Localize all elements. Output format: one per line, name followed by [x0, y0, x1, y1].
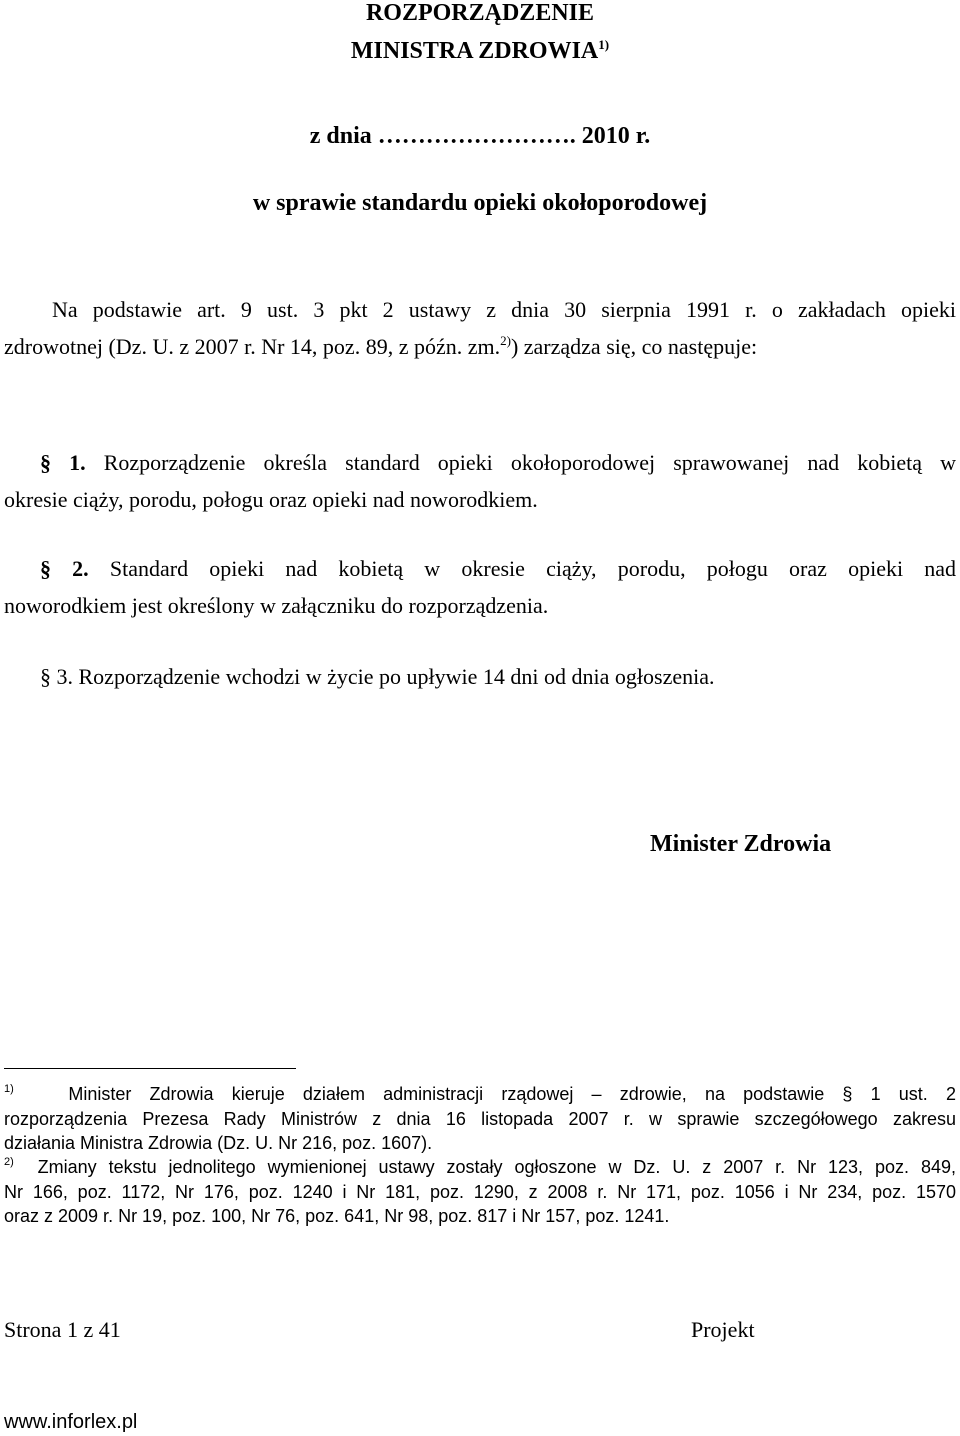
document-title-authority: [0, 38, 960, 64]
preamble-footnote-ref: 2): [500, 333, 511, 348]
website-link-text[interactable]: www.inforlex.pl: [4, 1411, 138, 1433]
section-1-marker: § 1.: [40, 450, 86, 475]
subject-line: [0, 190, 960, 216]
preamble-line-1: Na podstawie art. 9 ust. 3 pkt 2 ustawy z dnia 30 sierpnia 1991 r. o zakładach opieki: [52, 297, 956, 322]
section-1: [4, 444, 956, 518]
draft-status: [691, 1317, 755, 1343]
footnote-1-line-1-wrap: [4, 1084, 956, 1104]
preamble: [4, 291, 956, 365]
signature: [650, 830, 831, 858]
title-footnote-ref: 1): [598, 37, 610, 52]
preamble-line-2-text: zdrowotnej (Dz. U. z 2007 r. Nr 14, poz. 89, z późn. zm.: [4, 334, 501, 359]
footnote-2-line-2: Nr 166, poz. 1172, Nr 176, poz. 1240 i Nr 181, poz. 1290, z 2008 r. Nr 171, poz. 1056 i Nr 234, poz. 1570: [4, 1181, 956, 1202]
document-title: [0, 0, 960, 26]
preamble-line-2-end: ) zarządza się, co następuje:: [510, 334, 758, 359]
signature-text: Minister Zdrowia: [650, 831, 832, 857]
section-3-marker: § 3.: [40, 664, 73, 689]
section-2: [4, 550, 956, 624]
footnote-1-line-1: Minister Zdrowia kieruje działem administracji rządowej – zdrowie, na podstawie § 1 ust. 2: [68, 1084, 956, 1104]
footnote-1-line-2: rozporządzenia Prezesa Rady Ministrów z dnia 16 listopada 2007 r. w sprawie szczegółowego zakresu: [4, 1108, 956, 1129]
section-3-line-1: Rozporządzenie wchodzi w życie po upływie 14 dni od dnia ogłoszenia.: [78, 664, 715, 689]
page-number: [4, 1317, 121, 1343]
section-2-line-2: noworodkiem jest określony w załączniku do rozporządzenia.: [4, 593, 549, 618]
section-3: [4, 658, 956, 695]
footnote-2-line-1: Zmiany tekstu jednolitego wymienionej ustawy zostały ogłoszone w Dz. U. z 2007 r. Nr 123, poz. 849,: [37, 1157, 956, 1177]
page-number-text: Strona 1 z 41: [4, 1317, 121, 1342]
title-line-2: MINISTRA ZDROWIA: [350, 38, 599, 64]
footnote-2-line-3: oraz z 2009 r. Nr 19, poz. 100, Nr 76, poz. 641, Nr 98, poz. 817 i Nr 157, poz. 1241.: [4, 1206, 670, 1226]
section-1-line-1: Rozporządzenie określa standard opieki okołoporodowej sprawowanej nad kobietą w: [103, 450, 956, 475]
date-line: [0, 123, 960, 149]
footnote-2-line-1-wrap: [4, 1157, 956, 1177]
section-2-marker: § 2.: [40, 556, 89, 581]
title-line-1: ROZPORZĄDZENIE: [365, 0, 595, 26]
footnote-2: [4, 1155, 956, 1229]
footnote-1: [4, 1082, 956, 1156]
footnote-2-marker: 2): [4, 1156, 14, 1168]
subject-text: w sprawie standardu opieki okołoporodowej: [252, 190, 708, 216]
website-link[interactable]: [4, 1410, 137, 1434]
footnote-1-marker: 1): [4, 1083, 14, 1095]
preamble-line-2: [4, 334, 757, 359]
section-2-line-1: Standard opieki nad kobietą w okresie ciąży, porodu, połogu oraz opieki nad: [109, 556, 957, 581]
footnote-1-line-3: działania Ministra Zdrowia (Dz. U. Nr 216, poz. 1607).: [4, 1133, 433, 1153]
footnote-separator: [4, 1068, 296, 1069]
draft-status-text: Projekt: [691, 1317, 755, 1342]
section-1-line-2: okresie ciąży, porodu, połogu oraz opieki nad noworodkiem.: [4, 487, 538, 512]
date-text: z dnia ……………………. 2010 r.: [309, 123, 651, 149]
